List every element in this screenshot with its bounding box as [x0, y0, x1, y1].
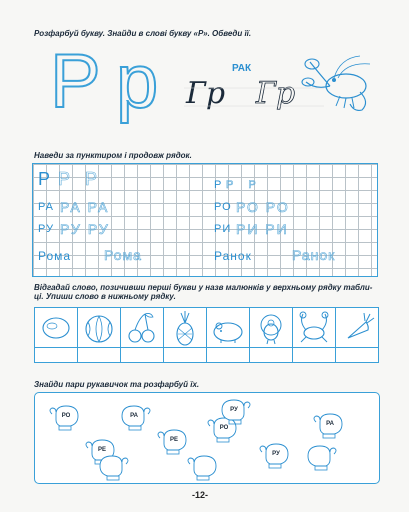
letter-answer-cell[interactable]	[335, 347, 379, 363]
mitten-label: РА	[130, 413, 138, 419]
trace-row-ro-solid: РО	[214, 201, 232, 213]
instruction-find-pairs: Знайди пари рукавичок та розфарбуй їх.	[34, 380, 200, 389]
mittens-canvas	[34, 392, 378, 482]
lemon-icon	[35, 308, 77, 348]
turkey-icon	[250, 308, 292, 348]
trace-row-ry-dotted[interactable]: РИ РИ	[236, 221, 289, 237]
carrot-icon	[336, 308, 378, 348]
big-letter-upper[interactable]: P	[50, 39, 101, 124]
mitten[interactable]	[100, 456, 128, 480]
picture-cell	[206, 307, 250, 348]
letter-answer-cell[interactable]	[120, 347, 164, 363]
trace-row-ra-solid: РА	[38, 201, 54, 213]
trace-row-ra-dotted[interactable]: РА РА	[60, 199, 110, 215]
instruction-guess-line2: ці. Упиши слово в нижньому рядку.	[34, 292, 176, 301]
instruction-color-letter: Розфарбуй букву. Знайди в слові букву «Р». Обведи її.	[34, 29, 252, 38]
crab-icon	[293, 308, 335, 348]
script-letter-dotted[interactable]: Гр	[256, 76, 296, 111]
picture-cell	[335, 307, 379, 348]
mitten[interactable]	[308, 446, 336, 470]
trace-row-roma-solid: Рома	[38, 249, 72, 263]
trace-row-ranok-solid: Ранок	[214, 249, 252, 263]
script-letter-solid: Гр	[186, 76, 226, 111]
page-number: -12-	[192, 490, 209, 500]
mitten-label: РЕ	[97, 447, 107, 453]
big-letter-lower[interactable]: p	[116, 39, 159, 124]
instruction-trace: Наведи за пунктиром і продовж рядок.	[34, 151, 192, 160]
letter-answer-cell[interactable]	[292, 347, 336, 363]
trace-row-ry-solid: РИ	[214, 223, 232, 235]
mitten-label: РУ	[230, 407, 238, 413]
instruction-guess-line1: Відгадай слово, позичивши перші букви у назв малюнків у верхньому рядку табли-	[34, 283, 373, 292]
instruction-guess-word	[34, 283, 394, 301]
trace-row-roma-dotted[interactable]: Рома	[104, 247, 142, 263]
picture-cell	[34, 307, 78, 348]
letter-answer-cell[interactable]	[249, 347, 293, 363]
trace-row-r2-dotted[interactable]: Р Р	[226, 179, 262, 191]
picture-cell	[120, 307, 164, 348]
letter-answer-cell[interactable]	[77, 347, 121, 363]
trace-row-ru-dotted[interactable]: РУ РУ	[60, 221, 110, 237]
letter-answer-cell[interactable]	[206, 347, 250, 363]
picture-cell	[292, 307, 336, 348]
letter-answer-cell[interactable]	[34, 347, 78, 363]
pineapple-icon	[164, 308, 206, 348]
cherry-icon	[121, 308, 163, 348]
mitten-label: РУ	[272, 451, 280, 457]
picture-cell	[249, 307, 293, 348]
picture-cell	[163, 307, 207, 348]
trace-row-r2-solid: Р	[214, 179, 223, 191]
mitten[interactable]	[188, 456, 216, 480]
watermelon-icon	[78, 308, 120, 348]
mitten-label: РО	[219, 425, 229, 431]
trace-row-ru-solid: РУ	[38, 223, 55, 235]
trace-row-r-dotted[interactable]: Р Р	[58, 169, 103, 189]
mitten-label: РО	[61, 413, 71, 419]
word-rak: РАК	[232, 63, 252, 74]
trace-row-r-solid: Р	[38, 169, 52, 189]
letter-answer-cell[interactable]	[163, 347, 207, 363]
picture-cell	[77, 307, 121, 348]
hamster-icon	[207, 308, 249, 348]
trace-row-ranok-dotted[interactable]: Ранок	[292, 247, 336, 263]
crayfish-icon	[300, 52, 380, 116]
mitten-label: РА	[326, 421, 334, 427]
mitten-label: РЕ	[169, 437, 179, 443]
trace-row-ro-dotted[interactable]: РО РО	[236, 199, 290, 215]
